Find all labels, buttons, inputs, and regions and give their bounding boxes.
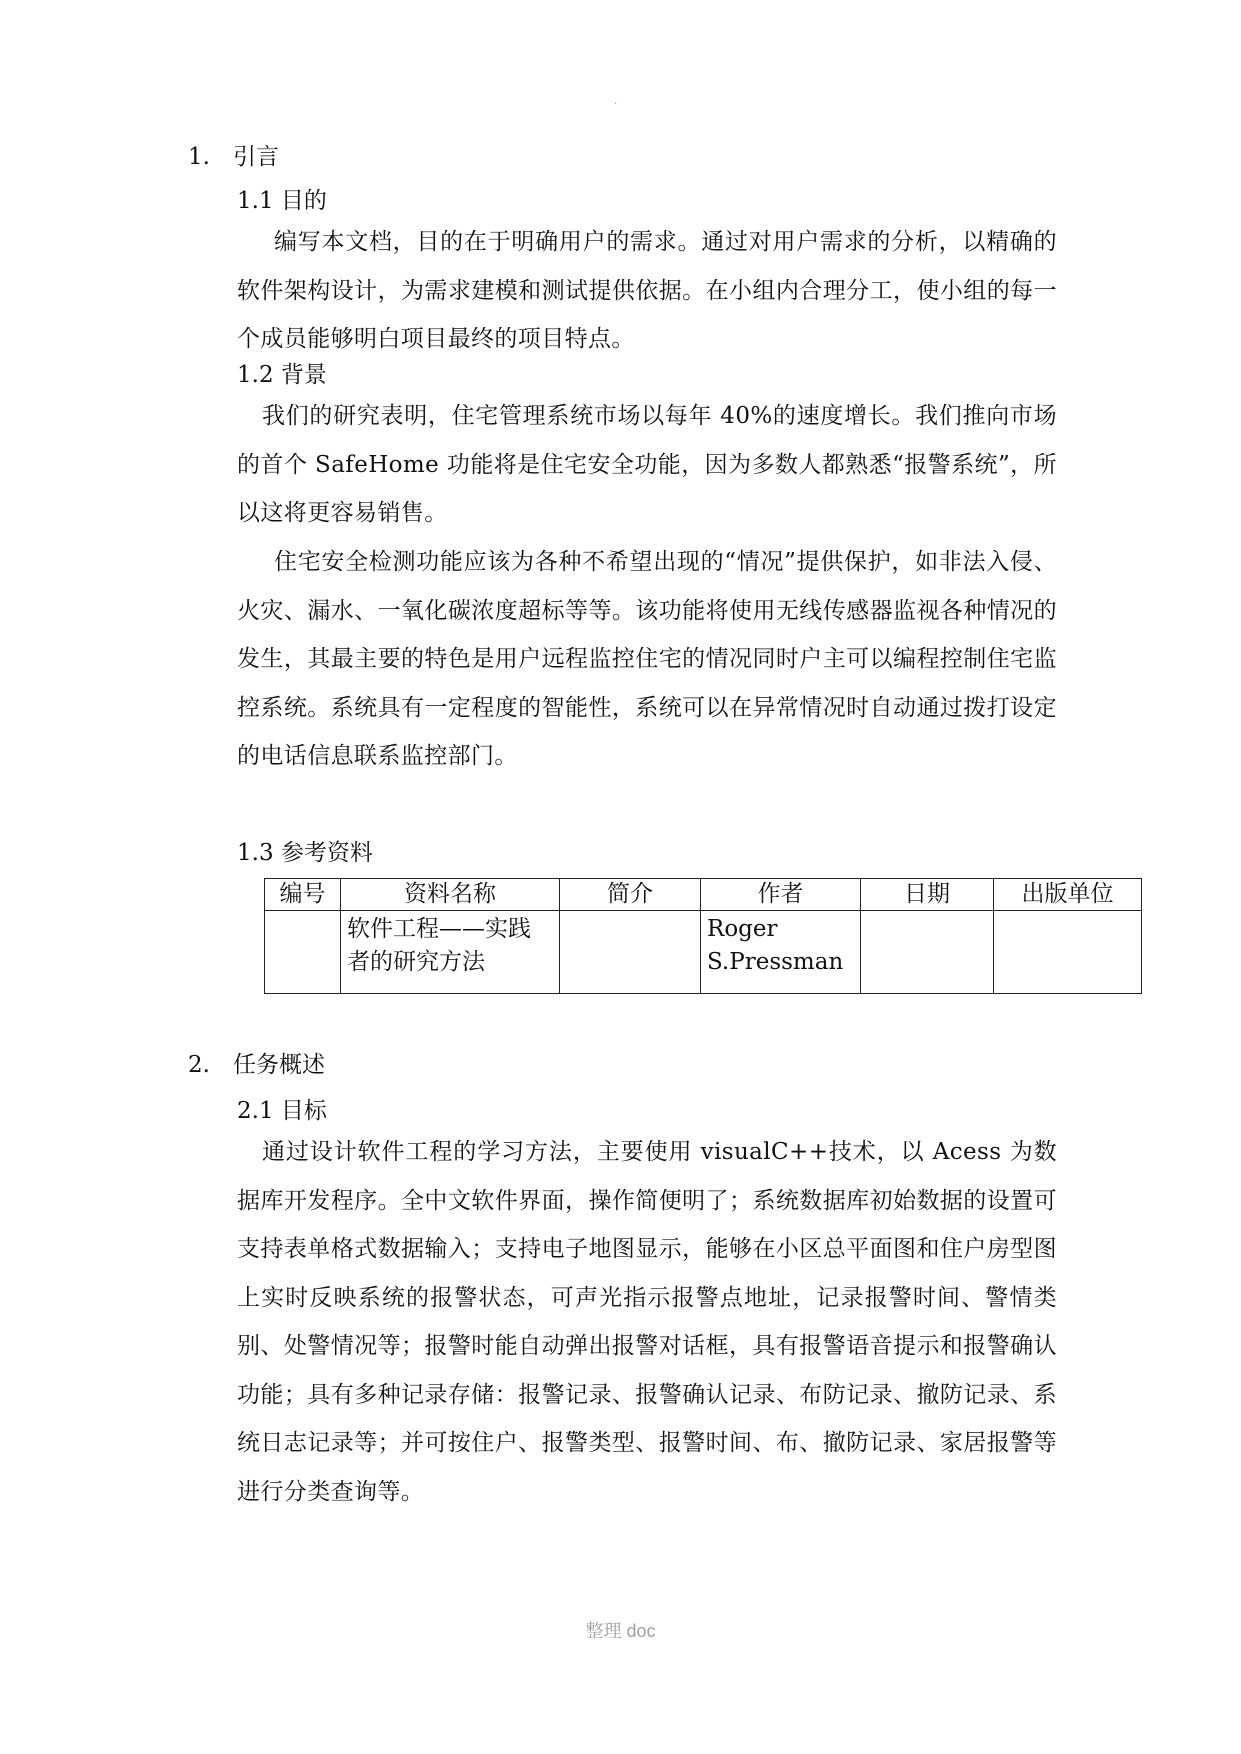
section-1-3-heading: 1.3 参考资料 [237, 840, 373, 866]
table-header-cell: 简介 [560, 879, 701, 911]
section-1-title: 引言 [233, 144, 279, 170]
table-row [265, 911, 1142, 994]
table-header-row [265, 879, 1142, 911]
table-cell [994, 911, 1142, 994]
section-1-2-paragraph-1: 我们的研究表明，住宅管理系统市场以每年 40%的速度增长。我们推向市场的首个 SafeHome 功能将是住宅安全功能，因为多数人都熟悉“报警系统”，所以这将更容易销售。 [237, 403, 1057, 526]
table-header-cell: 出版单位 [994, 879, 1142, 911]
section-1-2-heading: 1.2 背景 [237, 362, 327, 388]
references-table [264, 878, 1142, 994]
table-cell [560, 911, 701, 994]
section-2-1-heading: 2.1 目标 [237, 1098, 327, 1124]
table-header-cell: 资料名称 [341, 879, 560, 911]
section-1-1-heading: 1.1 目的 [237, 188, 327, 214]
table-cell: Roger S.Pressman [701, 911, 861, 994]
table-header-cell: 编号 [265, 879, 341, 911]
table-cell [861, 911, 994, 994]
section-1-heading [188, 142, 279, 172]
page-footer: 整理 doc [585, 1621, 656, 1641]
section-2-1-paragraph: 通过设计软件工程的学习方法，主要使用 visualC++技术，以 Acess 为数据库开发程序。全中文软件界面，操作简便明了；系统数据库初始数据的设置可支持表单格式数据输入；支持电子地图显示，能够在小区总平面图和住户房型图上实时反映系统的报警状态，可声光指示报警点地址，记录报警时间、警情类别、处警情况等；报警时能自动弹出报警对话框，具有报警语音提示和报警确认功能；具有多种记录存储：报警记录、报警确认记录、布防记录、撤防记录、系统日志记录等；并可按住户、报警类型、报警时间、布、撤防记录、家居报警等进行分类查询等。 [237, 1139, 1057, 1505]
table-header-cell: 作者 [701, 879, 861, 911]
section-1-number: 1. [188, 144, 210, 170]
section-2-heading [188, 1050, 325, 1080]
table-cell [265, 911, 341, 994]
section-2-title: 任务概述 [233, 1052, 325, 1078]
section-1-2-paragraph-2: 住宅安全检测功能应该为各种不希望出现的“情况”提供保护，如非法入侵、火灾、漏水、一氧化碳浓度超标等等。该功能将使用无线传感器监视各种情况的发生，其最主要的特色是用户远程监控住宅的情况同时户主可以编程控制住宅监控系统。系统具有一定程度的智能性，系统可以在异常情况时自动通过拨打设定的电话信息联系监控部门。 [237, 549, 1057, 769]
header-dot: . [614, 96, 618, 107]
table-cell: 软件工程——实践者的研究方法 [341, 911, 560, 994]
section-1-1-paragraph: 编写本文档，目的在于明确用户的需求。通过对用户需求的分析，以精确的软件架构设计，为需求建模和测试提供依据。在小组内合理分工，使小组的每一个成员能够明白项目最终的项目特点。 [237, 229, 1057, 352]
table-header-cell: 日期 [861, 879, 994, 911]
section-2-number: 2. [188, 1052, 210, 1078]
